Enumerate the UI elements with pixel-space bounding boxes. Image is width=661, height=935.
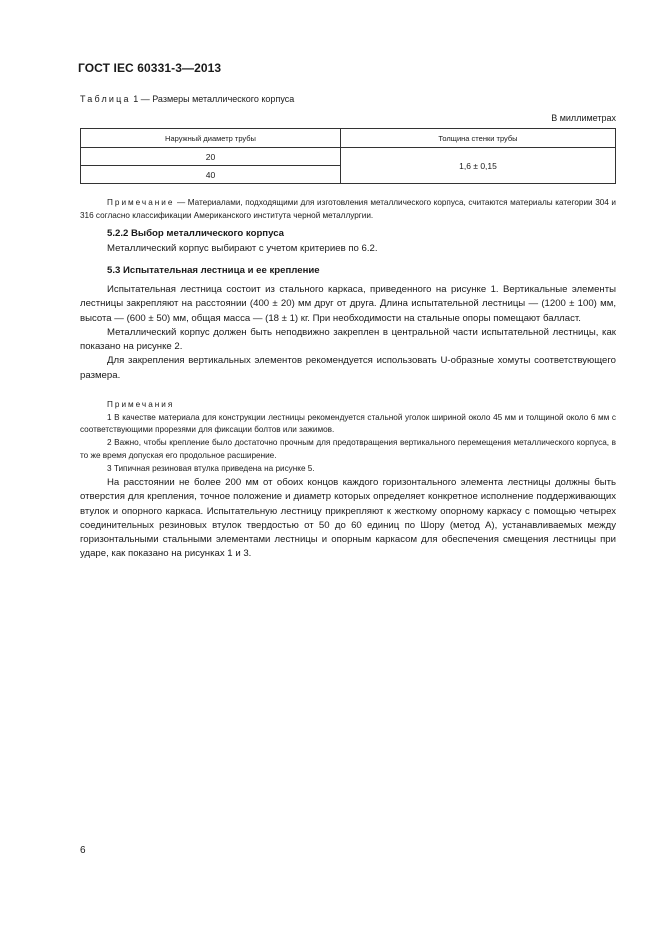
paragraph: Для закрепления вертикальных элементов рекомендуется использовать U-образные хомуты соответствующего размера. (80, 355, 616, 381)
diameter-cell: 20 (81, 148, 341, 166)
note-item: 2 Важно, чтобы крепление было достаточно прочным для предотвращения вертикального перемещения металлического корпуса, в то же время допуская его продольное расширение. (80, 438, 616, 460)
table-caption-label: Таблица (80, 94, 131, 104)
diameter-cell: 40 (81, 166, 341, 184)
table-caption-title: 1 — Размеры металлического корпуса (130, 94, 295, 104)
note-label: Примечание (107, 198, 175, 207)
page-number: 6 (80, 845, 86, 856)
thickness-cell: 1,6 ± 0,15 (341, 148, 616, 184)
table-units: В миллиметрах (551, 113, 616, 123)
section-heading-522: 5.2.2 Выбор металлического корпуса (107, 228, 284, 239)
standard-code: ГОСТ IEC 60331-3—2013 (78, 61, 222, 75)
table-row (81, 148, 616, 166)
paragraph: Испытательная лестница состоит из стального каркаса, приведенного на рисунке 1. Вертикальные элементы лестницы закрепляют на расстоянии (400 ± 20) мм друг от друга. Длина испытательной лестницы — (1200 ± 100) мм, высота — (600 ± 50) мм, общая масса — (18 ± 1) кг. При необходимости на стальные опоры помещают балласт. (80, 284, 616, 324)
note-text: — Материалами, подходящими для изготовления металлического корпуса, считаются материалы категории 304 и 316 согласно классификации Американского института черной металлургии. (80, 198, 616, 220)
notes-label: Примечания (107, 400, 175, 409)
note-item: 1 В качестве материала для конструкции лестницы рекомендуется стальной уголок шириной около 45 мм и толщиной около 6 мм с соответствующими прорезями для фиксации болтов или зажимов. (80, 412, 616, 435)
notes-block (80, 399, 616, 475)
dimensions-table (80, 128, 616, 184)
table-caption (80, 94, 294, 104)
section-body-53 (80, 283, 616, 383)
col-header-thickness: Толщина стенки трубы (341, 129, 616, 148)
paragraph: Металлический корпус должен быть неподвижно закреплен в центральной части испытательной лестницы, как показано на рисунке 2. (80, 326, 616, 353)
col-header-diameter: Наружный диаметр трубы (81, 129, 341, 148)
table-header-row (81, 129, 616, 148)
note-item: 3 Типичная резиновая втулка приведена на рисунке 5. (107, 463, 315, 473)
closing-paragraph: На расстоянии не более 200 мм от обоих концов каждого горизонтального элемента лестницы должны быть отверстия для крепления, точное положение и диаметр которых определяет конкретное исполнение поддерживающих втулок и опорного каркаса. Испытательную лестницу прикрепляют к жесткому опорному каркасу с помощью четырех соединительных резиновых втулок твердостью от 50 до 60 единиц по Шору (метод А), устанавливаемых между горизонтальными стальными элементами лестницы и опорным каркасом для обеспечения смещения лестницы при ударе, как показано на рисунках 1 и 3. (80, 477, 616, 560)
section-heading-53: 5.3 Испытательная лестница и ее крепление (107, 265, 320, 276)
section-text-522: Металлический корпус выбирают с учетом критериев по 6.2. (107, 243, 378, 254)
table-note (80, 197, 616, 222)
